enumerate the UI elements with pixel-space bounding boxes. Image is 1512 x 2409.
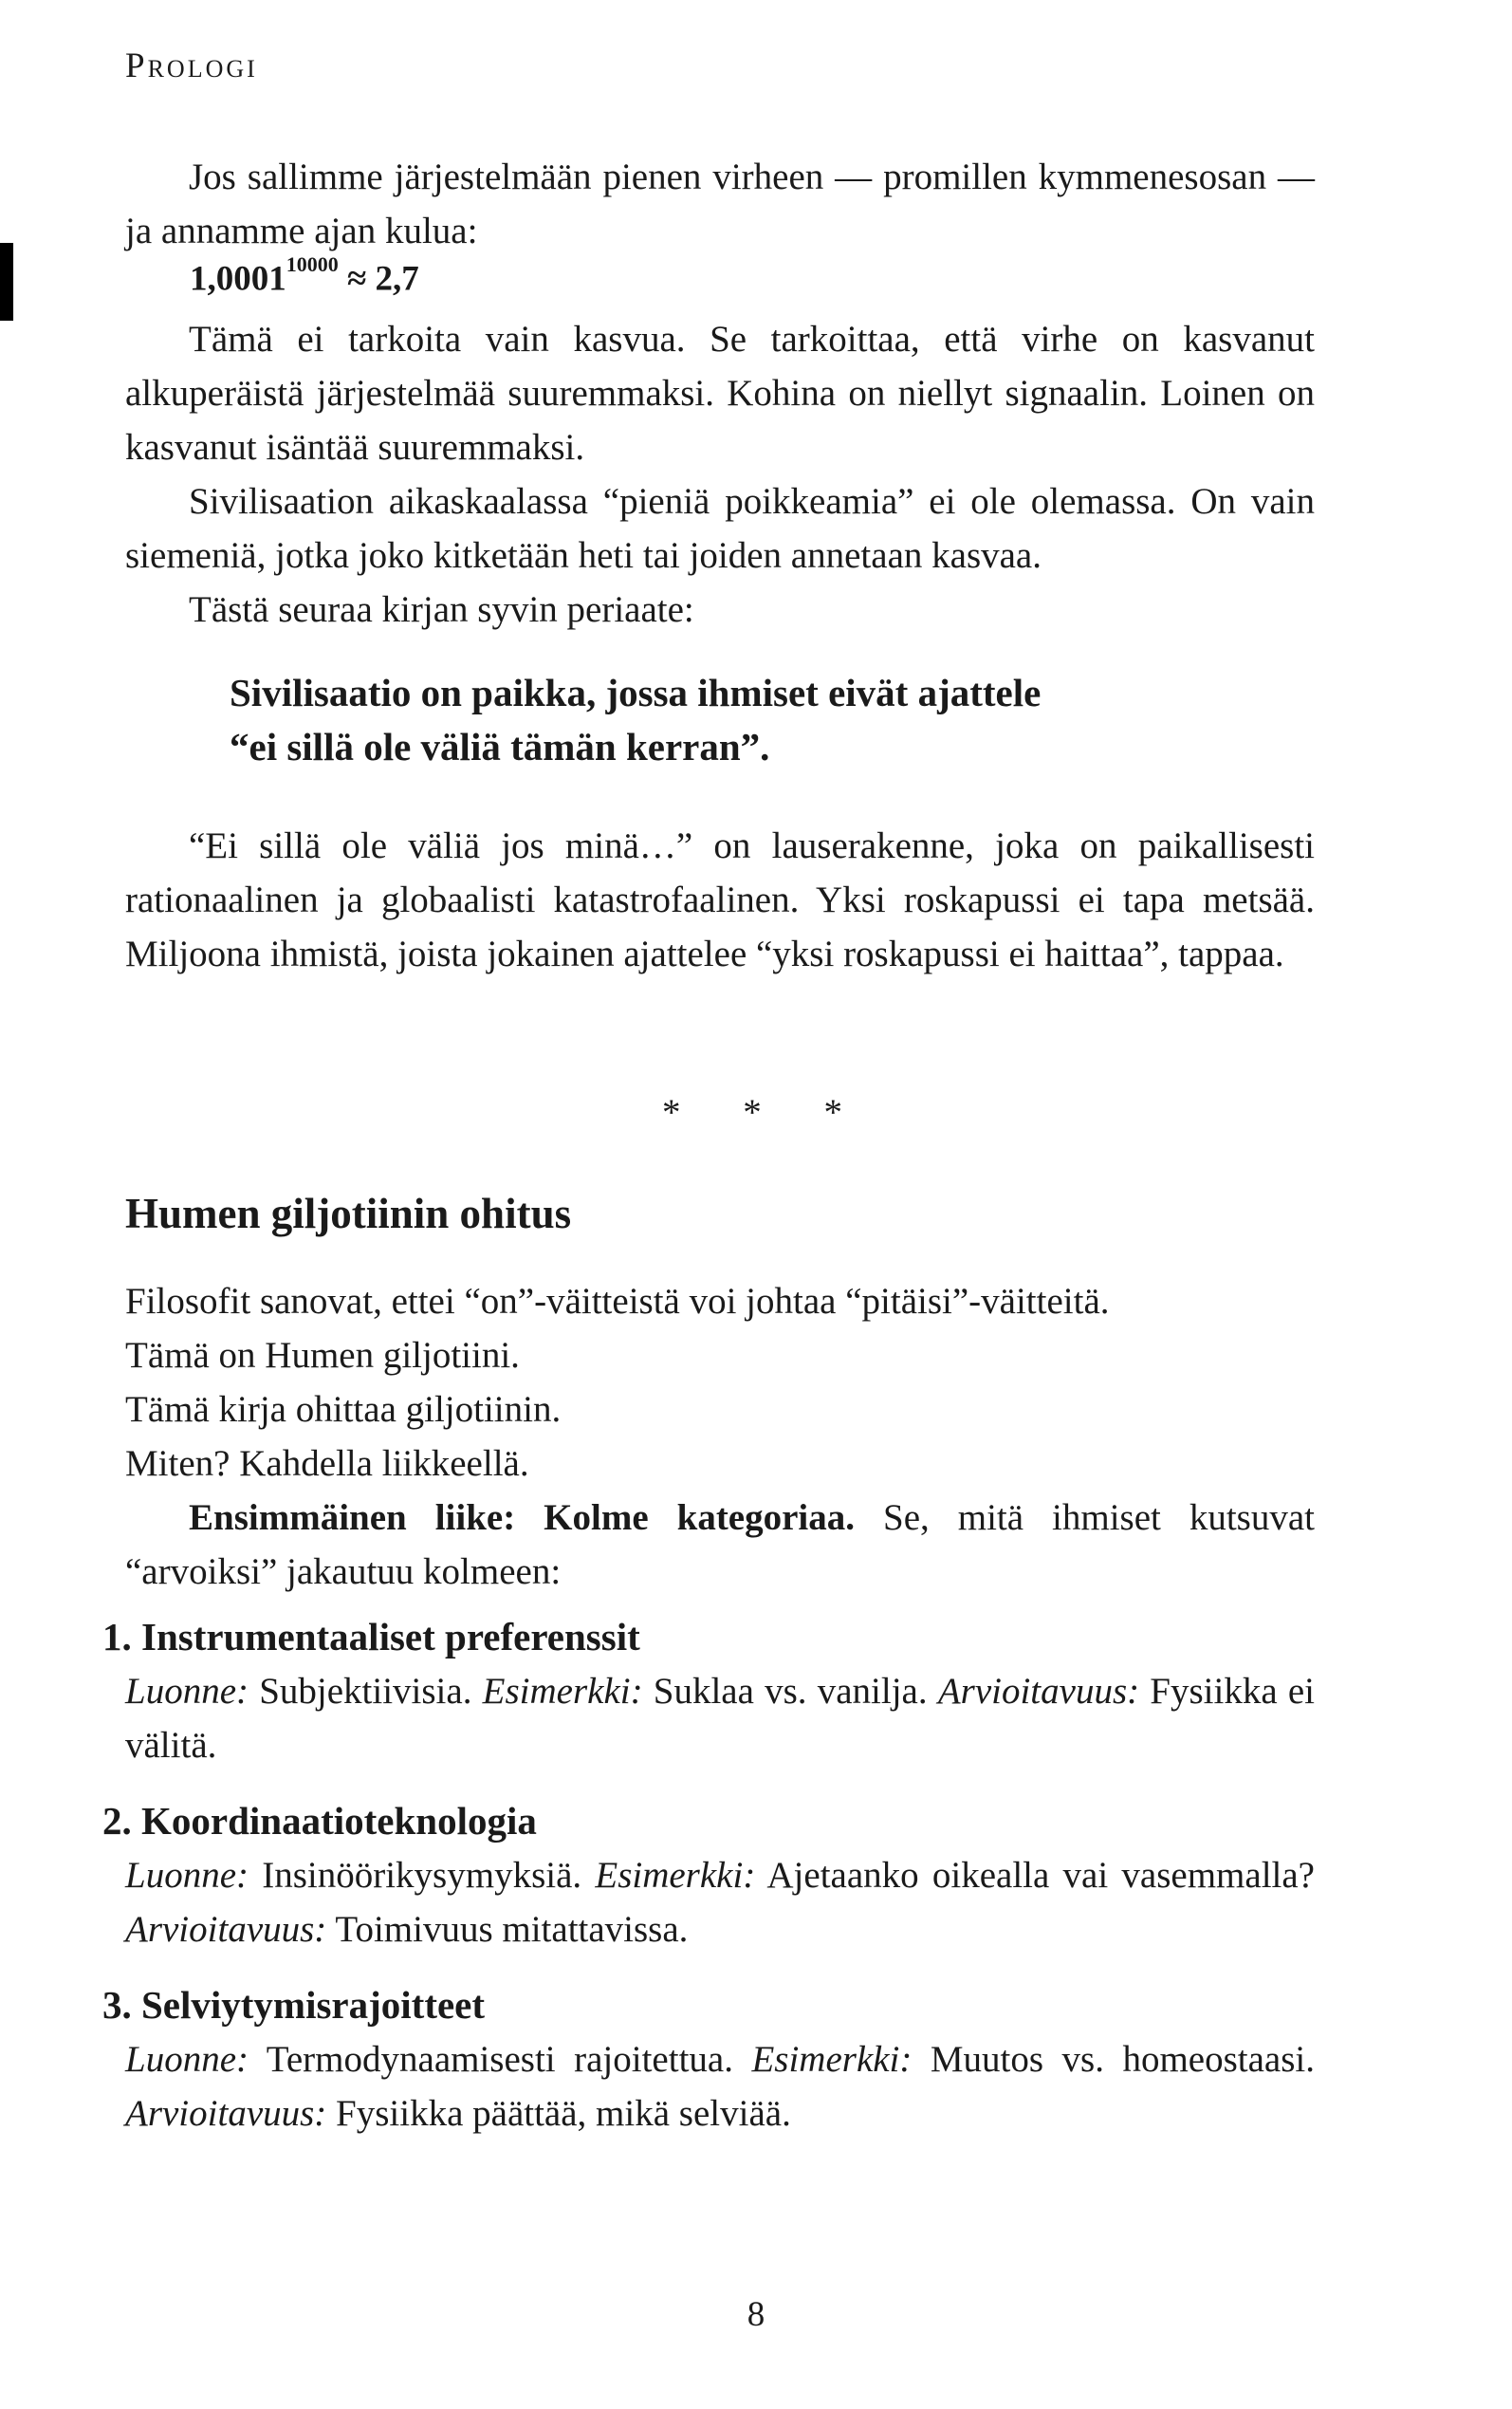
list-item-body [102, 1664, 1315, 1772]
label: Luonne: [125, 1671, 249, 1712]
paragraph: “Ei sillä ole väliä jos minä…” on lauserakenne, joka on paikallisesti rationaalinen ja globaalisti katastrofaalinen. Yksi roskapussi ei tapa metsää. Miljoona ihmistä, joista jokainen ajattelee “yksi roskapussi ei haittaa”, tappaa. [125, 825, 1315, 974]
principle-quote [230, 666, 1041, 774]
list-item-body [102, 2032, 1315, 2140]
paragraph: Miten? Kahdella liikkeellä. [125, 1443, 529, 1484]
list-item [102, 1794, 1315, 1956]
paragraph-block [125, 819, 1315, 981]
paragraph: Tämä on Humen giljotiini. [125, 1335, 520, 1376]
list-item [102, 1978, 1315, 2140]
label: Esimerkki: [595, 1855, 756, 1896]
formula-base: 1,0001 [190, 259, 286, 299]
value: Termodynaamisesti rajoitettua. [249, 2039, 752, 2080]
value: Ajetaanko oikealla vai vasemmalla? [755, 1855, 1315, 1896]
section-heading: Humen giljotiinin ohitus [125, 1190, 572, 1237]
label: Luonne: [125, 2039, 249, 2080]
value: Fysiikka ei välitä. [125, 1671, 1315, 1766]
list-item-title: 3. Selviytymisrajoitteet [102, 1983, 486, 2027]
paragraph: Tästä seuraa kirjan syvin periaate: [189, 589, 694, 630]
formula-exponent: 10000 [286, 252, 339, 276]
list-item-body [102, 1848, 1315, 1956]
label: Arvioitavuus: [125, 2093, 327, 2134]
formula [190, 252, 419, 299]
paragraph: Sivilisaation aikaskaalassa “pieniä poikkeamia” ei ole olemassa. On vain siemeniä, jotka joko kitketään heti tai joiden annetaan kasvaa. [125, 481, 1315, 576]
margin-change-bar [0, 243, 13, 321]
list-item [102, 1610, 1315, 1772]
value: Subjektiivisia. [249, 1671, 483, 1712]
paragraph: Tämä ei tarkoita vain kasvua. Se tarkoittaa, että virhe on kasvanut alkuperäistä järjestelmää suuremmaksi. Kohina on niellyt signaalin. Loinen on kasvanut isäntää suuremmaksi. [125, 319, 1315, 468]
label: Arvioitavuus: [125, 1909, 327, 1950]
list-item-title: 1. Instrumentaaliset preferenssit [102, 1615, 640, 1659]
value: Insinöörikysymyksiä. [249, 1855, 596, 1896]
label: Arvioitavuus: [937, 1671, 1140, 1712]
value: Toimivuus mitattavissa. [326, 1909, 689, 1950]
paragraph [125, 1491, 1315, 1599]
paragraph: Jos sallimme järjestelmään pienen virheen — promillen kymmenesosan — ja annamme ajan kulua: [125, 157, 1315, 251]
list-item-title: 2. Koordinaatioteknologia [102, 1799, 537, 1843]
label: Luonne: [125, 1855, 249, 1896]
section-body [125, 1274, 1315, 1599]
value: Suklaa vs. vanilja. [642, 1671, 938, 1712]
intro-paragraph-block [125, 150, 1315, 258]
bold-lead: Ensimmäinen liike: Kolme kategoriaa. [189, 1497, 856, 1538]
label: Esimerkki: [482, 1671, 643, 1712]
paragraph-block [125, 312, 1315, 637]
label: Esimerkki: [751, 2039, 913, 2080]
value: Fysiikka päättää, mikä selviää. [326, 2093, 791, 2134]
paragraph: Filosofit sanovat, ettei “on”-väitteistä voi johtaa “pitäisi”-väitteitä. [125, 1281, 1110, 1322]
section-separator: * * * [662, 1092, 850, 1133]
paragraph-rest: Se, mitä ihmiset kutsuvat “arvoiksi” jakautuu kolmeen: [125, 1497, 1315, 1592]
value: Muutos vs. homeostaasi. [912, 2039, 1315, 2080]
quote-line: Sivilisaatio on paikka, jossa ihmiset eivät ajattele [230, 671, 1042, 714]
paragraph: Tämä kirja ohittaa giljotiinin. [125, 1389, 562, 1430]
formula-result: ≈ 2,7 [338, 259, 419, 299]
running-head: Prologi [125, 46, 258, 85]
quote-line: “ei sillä ole väliä tämän kerran”. [230, 725, 770, 769]
page-number: 8 [747, 2295, 765, 2334]
